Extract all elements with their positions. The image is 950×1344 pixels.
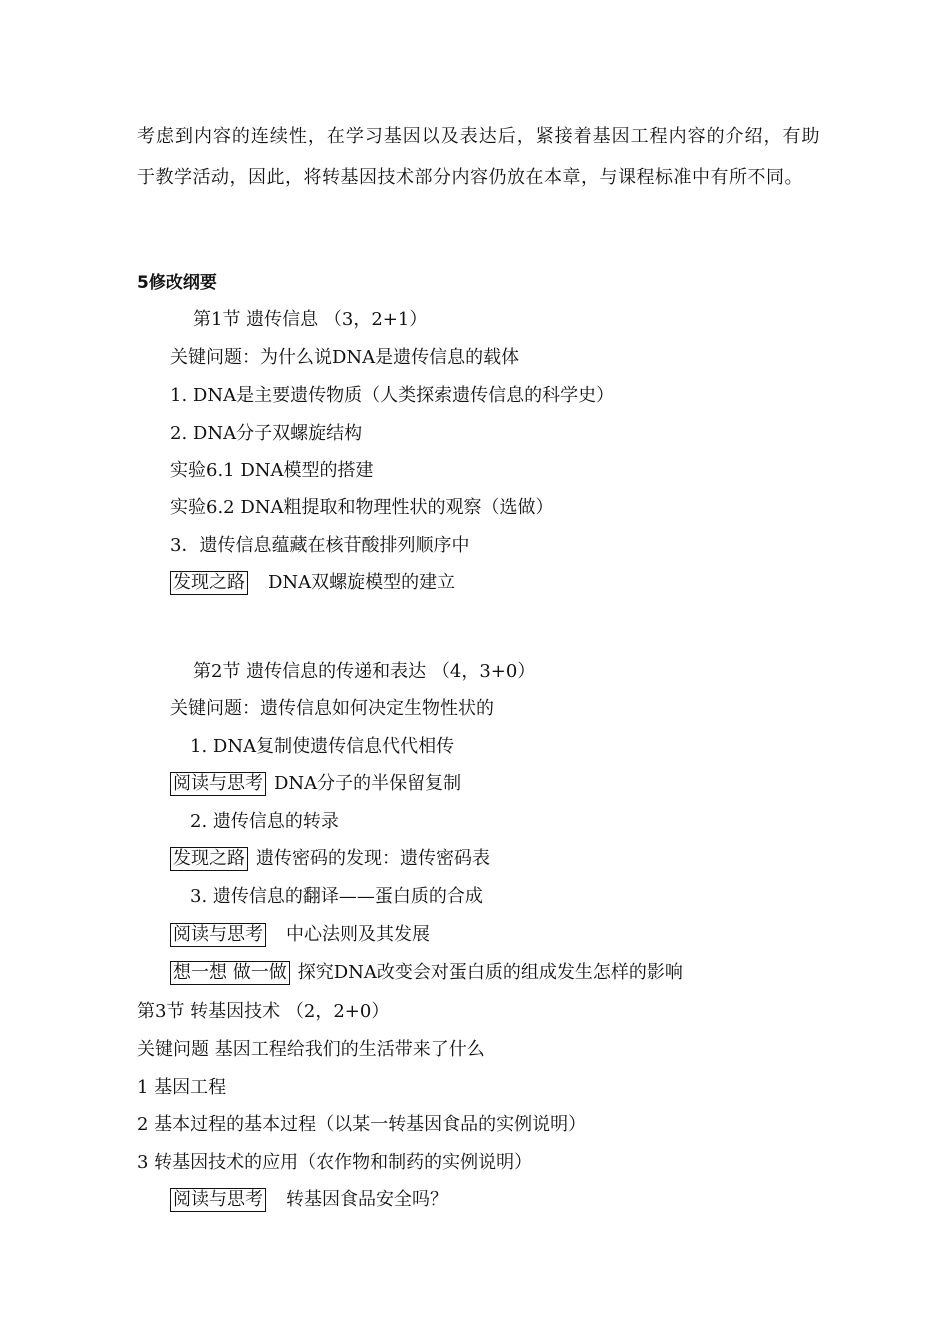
section2-discover-row <box>170 847 490 871</box>
section3-key-question: 关键问题 基因工程给我们的生活带来了什么 <box>137 1039 485 1060</box>
section3-read-label: 阅读与思考 <box>170 1188 266 1212</box>
section2-read1-text: DNA分子的半保留复制 <box>274 773 462 794</box>
section2-key-question: 关键问题：遗传信息如何决定生物性状的 <box>170 698 494 719</box>
outline-heading: 5修改纲要 <box>137 273 217 293</box>
section1-item2: 2. DNA分子双螺旋结构 <box>170 423 363 444</box>
section1-item3: 3．遗传信息蕴藏在核苷酸排列顺序中 <box>170 535 470 556</box>
section3-read-text: 转基因食品安全吗？ <box>286 1189 448 1210</box>
section2-think-label: 想一想 做一做 <box>170 961 290 985</box>
section2-read1-label: 阅读与思考 <box>170 772 266 796</box>
section2-item2: 2. 遗传信息的转录 <box>190 811 339 832</box>
section2-read1-row <box>170 772 461 796</box>
section2-read2-text: 中心法则及其发展 <box>286 924 430 945</box>
section1-discovery-row <box>170 571 455 595</box>
section2-discover-text: 遗传密码的发现：遗传密码表 <box>256 848 490 869</box>
section1-title: 第1节 遗传信息 （3，2+1） <box>193 309 428 330</box>
section2-title: 第2节 遗传信息的传递和表达 （4，3+0） <box>193 661 536 682</box>
section1-discovery-label: 发现之路 <box>170 571 248 595</box>
section2-read2-label: 阅读与思考 <box>170 923 266 947</box>
section3-title: 第3节 转基因技术 （2，2+0） <box>137 1001 390 1022</box>
intro-paragraph: 考虑到内容的连续性，在学习基因以及表达后，紧接着基因工程内容的介绍，有助于教学活动，因此，将转基因技术部分内容仍放在本章，与课程标准中有所不同。 <box>137 126 820 188</box>
section3-read-row <box>170 1188 448 1212</box>
section2-item1: 1. DNA复制使遗传信息代代相传 <box>190 736 455 757</box>
section2-read2-row <box>170 923 430 947</box>
section2-discover-label: 发现之路 <box>170 847 248 871</box>
section2-think-text: 探究DNA改变会对蛋白质的组成发生怎样的影响 <box>297 962 683 983</box>
section3-item1: 1 基因工程 <box>137 1077 227 1098</box>
section1-discovery-text: DNA双螺旋模型的建立 <box>268 572 456 593</box>
section1-experiment2: 实验6.2 DNA粗提取和物理性状的观察（选做） <box>170 497 554 518</box>
section1-key-question: 关键问题：为什么说DNA是遗传信息的载体 <box>170 347 520 368</box>
section2-item3: 3. 遗传信息的翻译——蛋白质的合成 <box>190 886 483 907</box>
section2-think-row <box>170 961 683 985</box>
section3-item3: 3 转基因技术的应用（农作物和制药的实例说明） <box>137 1152 533 1173</box>
section3-item2: 2 基本过程的基本过程（以某一转基因食品的实例说明） <box>137 1114 587 1135</box>
section1-experiment1: 实验6.1 DNA模型的搭建 <box>170 460 374 481</box>
section1-item1: 1. DNA是主要遗传物质（人类探索遗传信息的科学史） <box>170 385 615 406</box>
